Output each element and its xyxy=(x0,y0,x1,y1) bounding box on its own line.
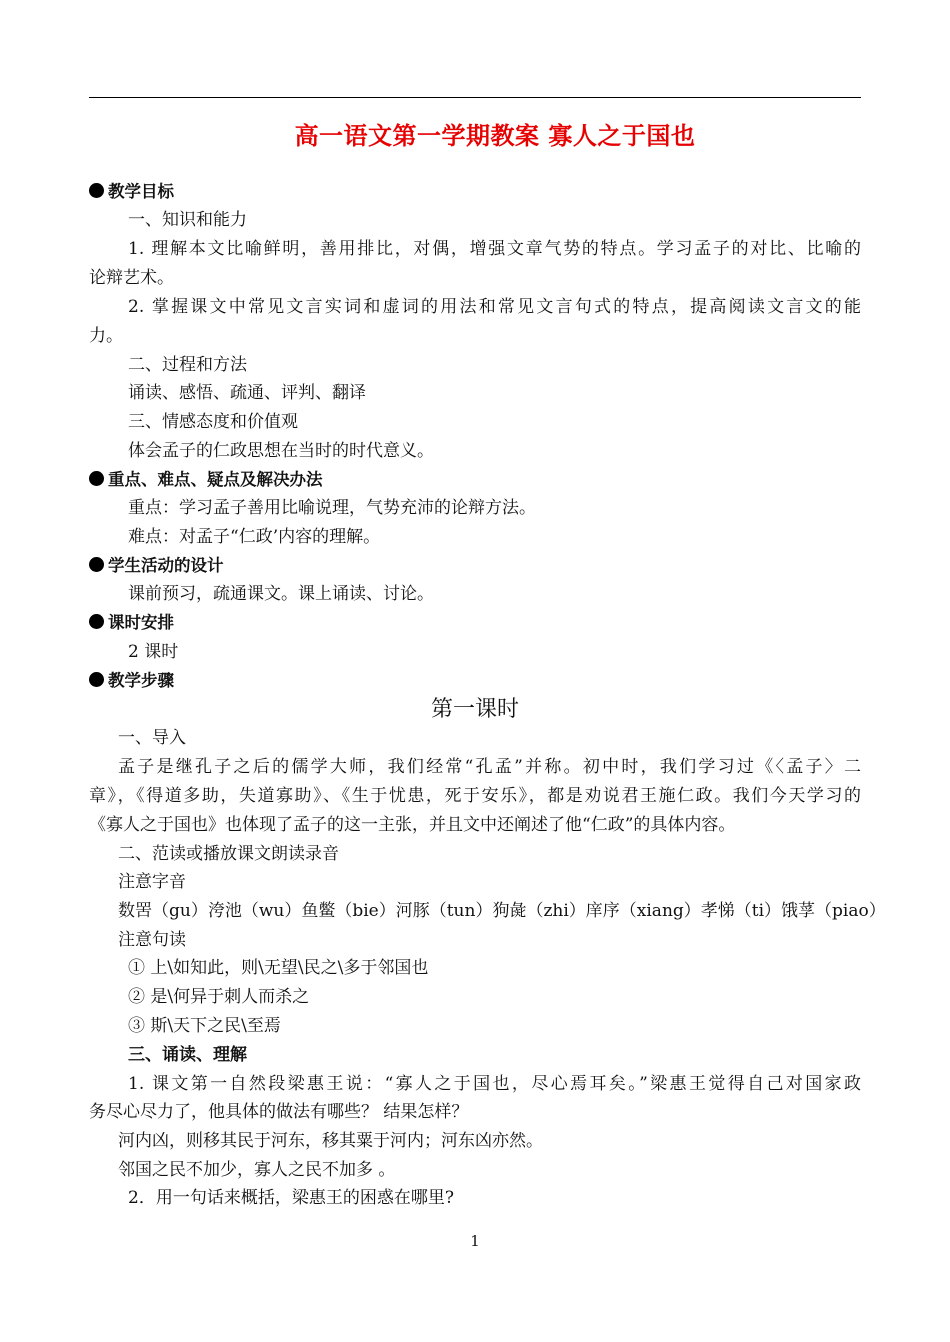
subheading: 二、范读或播放课文朗读录音 xyxy=(118,844,339,864)
paragraph-line: 2. 掌握课文中常见文言实词和虚词的用法和常见文言句式的特点，提高阅读文言文的能 xyxy=(128,297,861,317)
header-rule xyxy=(89,97,861,98)
paragraph-line: 2 课时 xyxy=(128,642,179,662)
section-heading-steps: 教学步骤 xyxy=(89,667,174,695)
paragraph-line: 务尽心尽力了，他具体的做法有哪些？ 结果怎样？ xyxy=(89,1102,469,1122)
page-number: 1 xyxy=(470,1232,480,1250)
section-heading-goals: 教学目标 xyxy=(89,178,174,206)
paragraph-line: 河内凶，则移其民于河东，移其粟于河内；河东凶亦然。 xyxy=(118,1131,543,1151)
paragraph-line: 数罟（gu）洿池（wu）鱼鳖（bie）河豚（tun）狗彘（zhi）庠序（xiang）孝悌（ti）饿莩（piao） xyxy=(118,901,886,921)
paragraph-line: 邻国之民不加少，寡人之民不加多 。 xyxy=(118,1160,396,1180)
paragraph-line: 章》，《得道多助，失道寡助》、《生于忧患，死于安乐》，都是劝说君王施仁政。我们今天学习的 xyxy=(89,786,861,806)
paragraph-line: 课前预习，疏通课文。课上诵读、讨论。 xyxy=(128,584,434,604)
paragraph-line: 体会孟子的仁政思想在当时的时代意义。 xyxy=(128,441,434,461)
subheading: 一、导入 xyxy=(118,728,186,748)
subheading: 二、过程和方法 xyxy=(128,355,247,375)
bullet-icon xyxy=(89,557,104,572)
section-heading-activities: 学生活动的设计 xyxy=(89,552,224,580)
subheading: 三、诵读、理解 xyxy=(128,1045,247,1065)
document-title: 高一语文第一学期教案 寡人之于国也 xyxy=(294,122,696,150)
paragraph-line: 难点：对孟子“仁政’内容的理解。 xyxy=(128,527,381,547)
paragraph-line: 《寡人之于国也》也体现了孟子的这一主张，并且文中还阐述了他“仁政”的具体内容。 xyxy=(89,815,736,835)
list-item: ① 上\如知此，则\无望\民之\多于邻国也 xyxy=(128,958,429,978)
paragraph-line: 重点：学习孟子善用比喻说理，气势充沛的论辩方法。 xyxy=(128,498,536,518)
paragraph-line: 1. 理解本文比喻鲜明，善用排比，对偶，增强文章气势的特点。学习孟子的对比、比喻的 xyxy=(128,239,861,259)
paragraph-line: 诵读、感悟、疏通、评判、翻译 xyxy=(128,383,366,403)
list-item: ② 是\何异于刺人而杀之 xyxy=(128,987,310,1007)
lesson-title: 第一课时 xyxy=(430,697,519,722)
bullet-icon xyxy=(89,672,104,687)
paragraph-line: 2．用一句话来概括，梁惠王的困惑在哪里? xyxy=(128,1188,454,1208)
paragraph-line: 力。 xyxy=(89,326,123,346)
subheading: 三、情感态度和价值观 xyxy=(128,412,298,432)
paragraph-line: 1. 课文第一自然段梁惠王说：“寡人之于国也，尽心焉耳矣。”梁惠王觉得自己对国家政 xyxy=(128,1074,861,1094)
section-heading-keypoints: 重点、难点、疑点及解决办法 xyxy=(89,466,323,494)
subheading: 注意句读 xyxy=(118,930,186,950)
paragraph-line: 论辩艺术。 xyxy=(89,268,174,288)
section-heading-schedule: 课时安排 xyxy=(89,609,174,637)
bullet-icon xyxy=(89,614,104,629)
bullet-icon xyxy=(89,471,104,486)
list-item: ③ 斯\天下之民\至焉 xyxy=(128,1016,281,1036)
paragraph-line: 孟子是继孔子之后的儒学大师，我们经常“孔孟”并称。初中时，我们学习过《〈孟子〉二 xyxy=(118,757,861,777)
subheading: 一、知识和能力 xyxy=(128,210,247,230)
subheading: 注意字音 xyxy=(118,872,186,892)
bullet-icon xyxy=(89,183,104,198)
